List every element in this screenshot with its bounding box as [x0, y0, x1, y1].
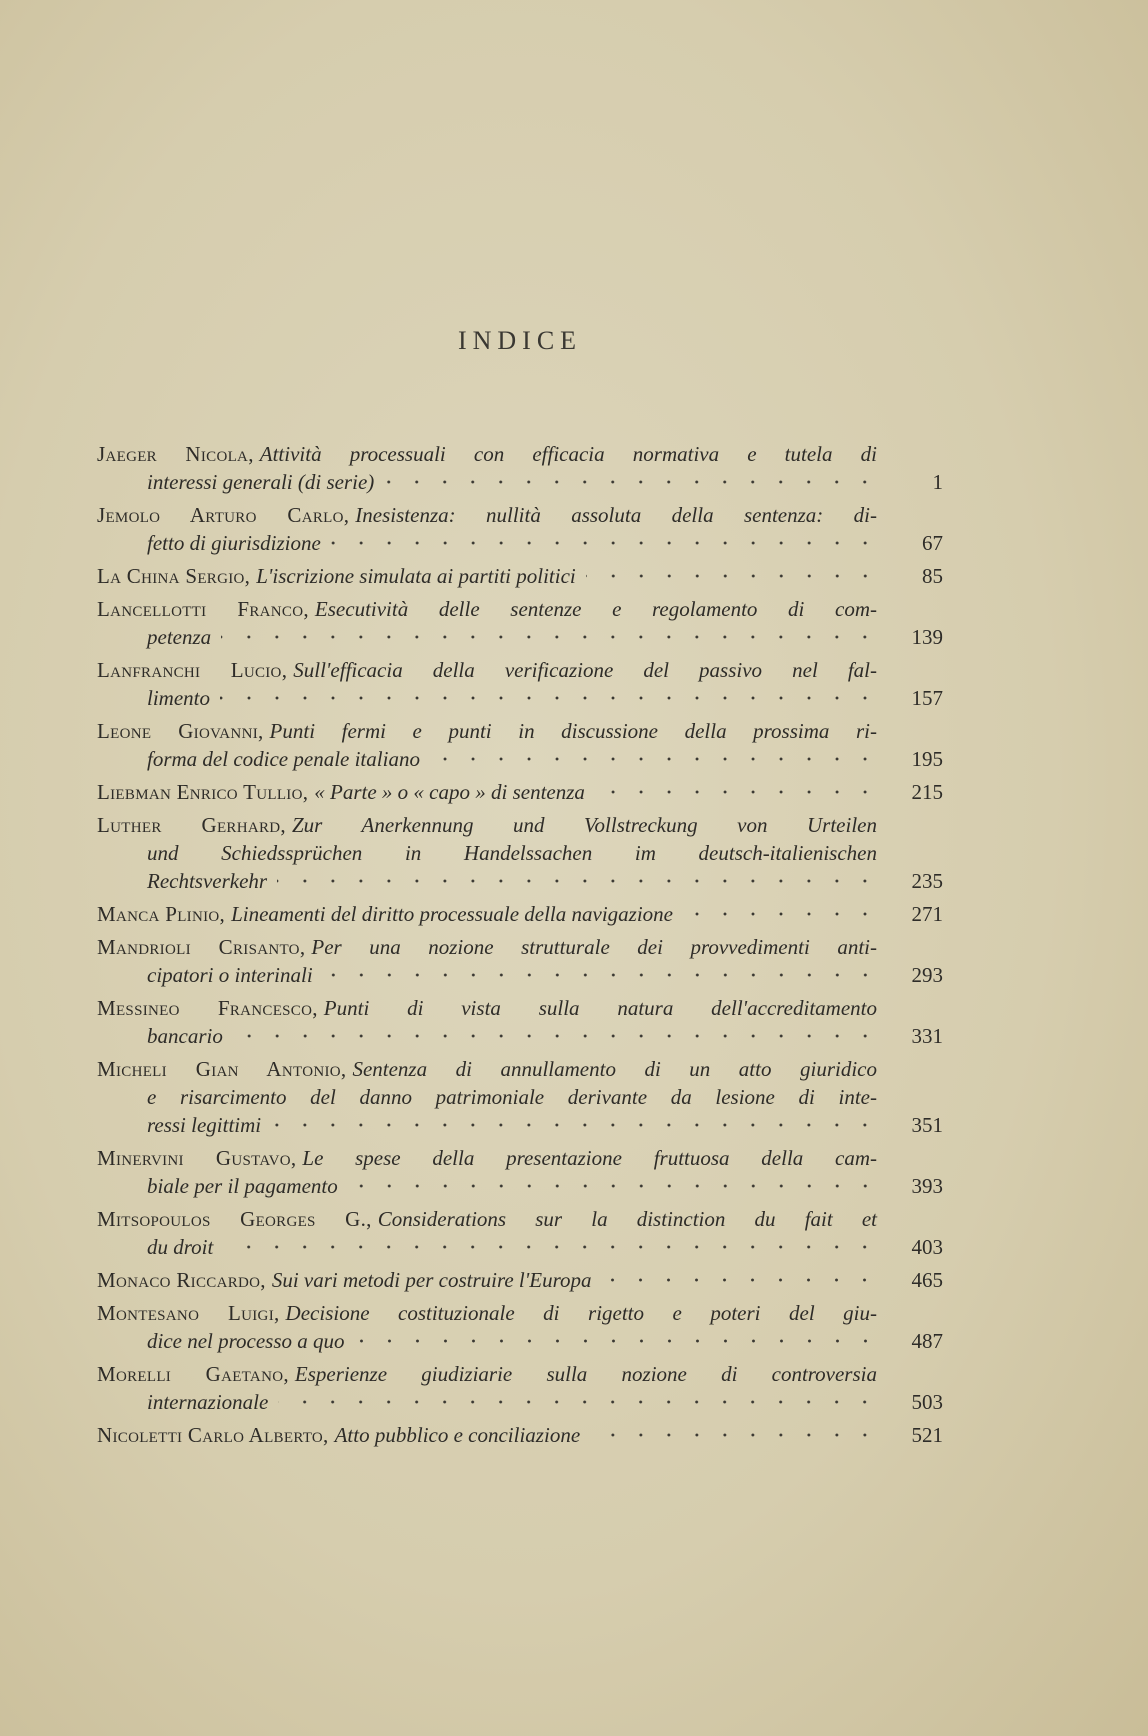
entry-title-line: Punti fermi e punti in discussione della prossima ri-	[269, 719, 877, 743]
toc-line-text	[97, 900, 673, 928]
dot-leader	[430, 754, 879, 764]
toc-entry-line	[97, 1360, 943, 1388]
toc-entry	[97, 778, 943, 806]
toc-line-text	[97, 529, 321, 557]
toc-entry-line	[97, 900, 943, 928]
toc-line-text	[97, 1360, 877, 1388]
entry-title-line: L'iscrizione simulata ai partiti politici	[256, 564, 576, 588]
toc-entry	[97, 595, 943, 651]
entry-title-line: Attività processuali con efficacia normativa e tutela di	[259, 442, 877, 466]
toc-entry	[97, 1266, 943, 1294]
toc-entry-line	[97, 1111, 943, 1139]
toc-entry-line	[97, 623, 943, 651]
entry-title-line: du droit	[147, 1235, 214, 1259]
entry-author: Nicoletti Carlo Alberto,	[97, 1423, 329, 1447]
toc-entry-line	[97, 595, 943, 623]
toc-entry-line	[97, 529, 943, 557]
toc-line-text	[97, 811, 877, 839]
entry-page-number: 85	[922, 564, 943, 588]
toc-entry	[97, 1299, 943, 1355]
toc-line-text	[97, 867, 267, 895]
entry-title-line: e risarcimento del danno patrimoniale derivante da lesione di inte-	[147, 1085, 877, 1109]
entry-title-line: Esecutività delle sentenze e regolamento di com-	[314, 597, 877, 621]
toc-line-text	[97, 1421, 580, 1449]
toc-line-text	[97, 1233, 213, 1261]
entry-page-number: 351	[911, 1113, 943, 1137]
entry-page-number: 331	[911, 1024, 943, 1048]
toc-entry-line	[97, 778, 943, 806]
entry-title-line: Sull'efficacia della verificazione del passivo nel fal-	[293, 658, 878, 682]
dot-leader	[323, 970, 879, 980]
toc-entry-line	[97, 440, 943, 468]
toc-line-text	[97, 1388, 268, 1416]
entry-author: Minervini Gustavo,	[97, 1146, 297, 1170]
entry-title-line: ressi legittimi	[147, 1113, 262, 1137]
toc-line-text	[97, 778, 585, 806]
toc-entry	[97, 1205, 943, 1261]
entry-title-line: internazionale	[147, 1390, 269, 1414]
entry-page-number: 521	[911, 1423, 943, 1447]
entry-author: Leone Giovanni,	[97, 719, 264, 743]
entry-title-line: und Schiedssprüchen in Handelssachen im deutsch-italienischen	[147, 841, 877, 865]
entry-page-number: 487	[911, 1329, 943, 1353]
toc-entry	[97, 562, 943, 590]
toc-line-text	[97, 1266, 591, 1294]
toc-entry-line	[97, 1299, 943, 1327]
toc-entry	[97, 440, 943, 496]
entry-title-line: Esperienze giudiziarie sulla nozione di controversia	[294, 1362, 877, 1386]
toc-line-text	[97, 656, 877, 684]
toc-entry-line	[97, 684, 943, 712]
toc-line-text	[97, 839, 877, 867]
entry-title-line: Per una nozione strutturale dei provvedimenti anti-	[311, 935, 877, 959]
toc-line-text	[97, 562, 576, 590]
entry-title-line: « Parte » o « capo » di sentenza	[314, 780, 585, 804]
dot-leader	[278, 1397, 879, 1407]
dot-leader	[683, 909, 879, 919]
toc-line-text	[97, 1111, 261, 1139]
index-heading: INDICE	[457, 326, 583, 355]
toc-entry	[97, 1144, 943, 1200]
toc-entry-line	[97, 961, 943, 989]
toc-entry-line	[97, 1266, 943, 1294]
toc-entry	[97, 1360, 943, 1416]
toc-line-text	[97, 717, 877, 745]
entry-title-line: Lineamenti del diritto processuale della navigazione	[231, 902, 673, 926]
toc-entry-line	[97, 933, 943, 961]
toc-entry-line	[97, 1083, 943, 1111]
dot-leader	[595, 787, 879, 797]
entry-author: Montesano Luigi,	[97, 1301, 280, 1325]
entry-author: Liebman Enrico Tullio,	[97, 780, 309, 804]
toc-entry	[97, 933, 943, 989]
dot-leader	[384, 477, 879, 487]
toc-entry-line	[97, 1388, 943, 1416]
entry-title-line: biale per il pagamento	[147, 1174, 338, 1198]
dot-leader	[220, 693, 879, 703]
entry-title-line: dice nel processo a quo	[147, 1329, 345, 1353]
toc-entry-line	[97, 1233, 943, 1261]
toc-entry-line	[97, 468, 943, 496]
entry-page-number: 67	[922, 531, 943, 555]
toc-line-text	[97, 933, 877, 961]
toc-line-text	[97, 684, 210, 712]
entry-title-line: cipatori o interinali	[147, 963, 313, 987]
entry-title-line: Punti di vista sulla natura dell'accreditamento	[323, 996, 877, 1020]
toc-line-text	[97, 1299, 877, 1327]
entry-title-line: Sentenza di annullamento di un atto giuridico	[352, 1057, 877, 1081]
toc-entry-line	[97, 1022, 943, 1050]
toc-entry-line	[97, 1327, 943, 1355]
entry-title-line: forma del codice penale italiano	[147, 747, 420, 771]
toc-line-text	[97, 994, 877, 1022]
entry-title-line: interessi generali (di serie)	[147, 470, 375, 494]
entry-title-line: fetto di giurisdizione	[147, 531, 321, 555]
dot-leader	[601, 1275, 879, 1285]
entry-title-line: petenza	[147, 625, 212, 649]
toc-entry-line	[97, 1421, 943, 1449]
toc-entry-line	[97, 1055, 943, 1083]
entry-author: Jemolo Arturo Carlo,	[97, 503, 350, 527]
entry-page-number: 215	[911, 780, 943, 804]
toc-entry	[97, 900, 943, 928]
toc-line-text	[97, 1022, 223, 1050]
dot-leader	[271, 1120, 879, 1130]
entry-title-line: Sui vari metodi per costruire l'Europa	[271, 1268, 592, 1292]
toc-entry	[97, 811, 943, 895]
entry-page-number: 1	[932, 470, 943, 494]
entry-author: Jaeger Nicola,	[97, 442, 254, 466]
toc-line-text	[97, 468, 374, 496]
toc-entry-line	[97, 1144, 943, 1172]
toc-line-text	[97, 1055, 877, 1083]
entry-author: Luther Gerhard,	[97, 813, 286, 837]
entry-page-number: 403	[911, 1235, 943, 1259]
toc-entry-line	[97, 717, 943, 745]
entry-page-number: 195	[911, 747, 943, 771]
dot-leader	[233, 1031, 879, 1041]
toc-entry-line	[97, 839, 943, 867]
toc-line-text	[97, 501, 877, 529]
entry-author: Micheli Gian Antonio,	[97, 1057, 347, 1081]
entry-page-number: 293	[911, 963, 943, 987]
entry-title-line: Atto pubblico e conciliazione	[334, 1423, 581, 1447]
toc-line-text	[97, 745, 420, 773]
toc-entry-line	[97, 867, 943, 895]
entry-title-line: Inesistenza: nullità assoluta della sentenza: di-	[355, 503, 877, 527]
entry-author: Lancellotti Franco,	[97, 597, 309, 621]
toc-entry	[97, 656, 943, 712]
dot-leader	[586, 571, 879, 581]
toc-entry	[97, 501, 943, 557]
toc-line-text	[97, 1172, 338, 1200]
entry-page-number: 465	[911, 1268, 943, 1292]
entry-author: Mandrioli Crisanto,	[97, 935, 306, 959]
toc-line-text	[97, 961, 313, 989]
toc-line-text	[97, 1205, 877, 1233]
entry-author: Messineo Francesco,	[97, 996, 318, 1020]
entry-title-line: Considerations sur la distinction du fait et	[377, 1207, 877, 1231]
toc-line-text	[97, 440, 877, 468]
entry-author: Manca Plinio,	[97, 902, 226, 926]
dot-leader	[223, 1242, 879, 1252]
entry-page-number: 271	[911, 902, 943, 926]
dot-leader	[355, 1336, 879, 1346]
entry-author: La China Sergio,	[97, 564, 251, 588]
toc-entry-line	[97, 994, 943, 1022]
dot-leader	[221, 632, 879, 642]
entry-title-line: Zur Anerkennung und Vollstreckung von Urteilen	[291, 813, 877, 837]
toc-entry-line	[97, 1172, 943, 1200]
entry-author: Lanfranchi Lucio,	[97, 658, 288, 682]
toc-entry-line	[97, 562, 943, 590]
toc-entry-line	[97, 501, 943, 529]
entry-title-line: Rechtsverkehr	[147, 869, 268, 893]
entry-page-number: 503	[911, 1390, 943, 1414]
toc-entry-line	[97, 811, 943, 839]
entry-page-number: 157	[911, 686, 943, 710]
entry-title-line: limento	[147, 686, 210, 710]
entry-author: Morelli Gaetano,	[97, 1362, 289, 1386]
entry-page-number: 139	[911, 625, 943, 649]
entry-author: Monaco Riccardo,	[97, 1268, 266, 1292]
entry-title-line: bancario	[147, 1024, 223, 1048]
dot-leader	[590, 1430, 879, 1440]
toc-line-text	[97, 623, 211, 651]
dot-leader	[331, 538, 879, 548]
entry-title-line: Le spese della presentazione fruttuosa della cam-	[302, 1146, 877, 1170]
toc-entry-line	[97, 1205, 943, 1233]
toc-line-text	[97, 1144, 877, 1172]
toc-line-text	[97, 595, 877, 623]
toc-entry	[97, 717, 943, 773]
toc-line-text	[97, 1083, 877, 1111]
toc-entry	[97, 1055, 943, 1139]
entry-title-line: Decisione costituzionale di rigetto e poteri del giu-	[285, 1301, 877, 1325]
dot-leader	[277, 876, 879, 886]
toc-entry-line	[97, 656, 943, 684]
dot-leader	[348, 1181, 879, 1191]
toc-entry	[97, 994, 943, 1050]
table-of-contents	[97, 440, 943, 1454]
entry-page-number: 235	[911, 869, 943, 893]
toc-entry	[97, 1421, 943, 1449]
toc-line-text	[97, 1327, 345, 1355]
entry-author: Mitsopoulos Georges G.,	[97, 1207, 372, 1231]
entry-page-number: 393	[911, 1174, 943, 1198]
toc-entry-line	[97, 745, 943, 773]
